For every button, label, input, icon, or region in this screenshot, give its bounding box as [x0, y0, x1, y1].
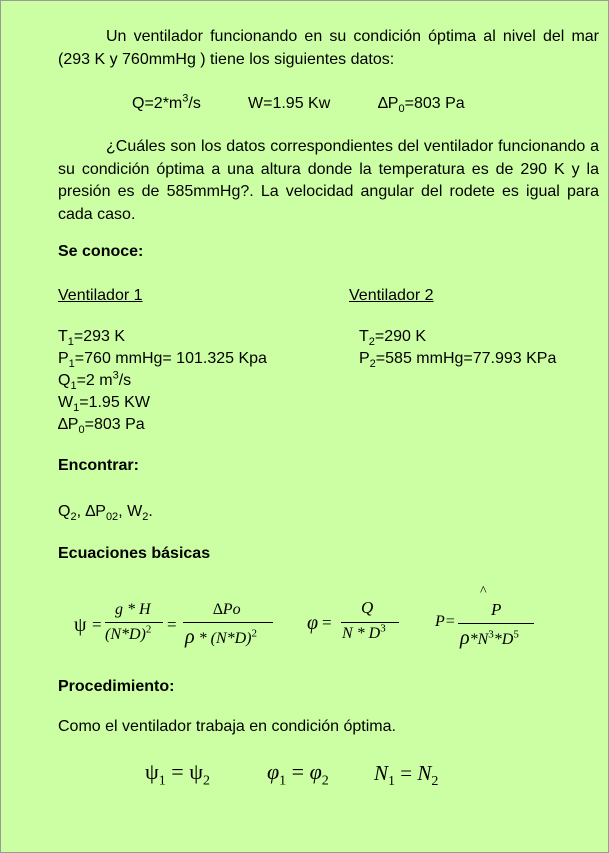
psi-equals: = — [92, 615, 102, 634]
given-flow: $Q=2*m^3/s$ — [132, 92, 201, 112]
phi-fraction-bar — [341, 622, 399, 623]
section-encontrar: Encontrar: — [58, 457, 139, 474]
psi-numerator-2: ∆Po — [213, 601, 241, 618]
v2-temperature: $T_2=290$ K — [359, 328, 427, 349]
section-se-conoce: Se conoce: — [58, 243, 144, 260]
ventilador-1-title: Ventilador 1 — [58, 287, 143, 304]
given-power: W=1.95 Kw — [248, 95, 331, 112]
psi-symbol: ψ — [74, 614, 87, 636]
v1-delta-pressure: $\Delta P_0=803$ Pa — [58, 416, 145, 437]
p-lhs: P= — [435, 613, 456, 630]
section-ecuaciones: Ecuaciones básicas — [58, 545, 211, 562]
v1-power: $W_1=1.95$ KW — [58, 394, 150, 415]
v1-temperature: $T_1=293$ K — [58, 328, 126, 349]
v1-flow: $Q_1=2$ $m^3/s$ — [58, 369, 132, 393]
phi-denominator: N * $D^3$ — [342, 622, 386, 642]
psi1-eq-psi2: $\psi_1 = \psi_2$ — [145, 759, 210, 789]
phi-symbol: φ — [307, 612, 319, 634]
p-hat: ^ — [480, 584, 487, 599]
intro-paragraph: Un ventilador funcionando en su condición óptima al nivel del mar (293 K y 760mmHg ) tiene los siguientes datos: — [58, 28, 599, 68]
psi-numerator-1: g * H — [115, 601, 151, 618]
ventilador-2-title: Ventilador 2 — [349, 287, 434, 304]
phi-numerator: Q — [361, 598, 374, 617]
p-numerator: P — [491, 600, 502, 619]
phi1-eq-phi2: $\varphi_1 = \varphi_2$ — [267, 759, 329, 789]
question-paragraph: ¿Cuáles son los datos correspondientes del ventilador funcionando a su condición óptima a una altura donde la temperatura es de 290 K y la presión es de 585mmHg?. La velocidad angular del rodete es igual para cada caso. — [58, 138, 599, 223]
p-fraction-bar — [458, 623, 534, 624]
psi-denominator-1: $(N*D)^2$ — [105, 623, 152, 643]
v2-pressure: $P_2=585$ mmHg=77.993 KPa — [359, 350, 557, 371]
n1-eq-n2: $N_1 = N_2$ — [374, 761, 439, 790]
phi-equals: = — [322, 613, 332, 632]
psi-denominator-2: ρ * $(N*D)^2$ — [185, 626, 257, 648]
p-denominator: $\rho*N^3*D^5$ — [460, 627, 519, 649]
v1-pressure: $P_1=760$ mmHg= 101.325 Kpa — [58, 350, 267, 371]
psi-fraction-bar-1 — [105, 622, 163, 623]
given-pressure: $\Delta P_0=803$ Pa — [378, 95, 465, 116]
psi-fraction-bar-2 — [183, 622, 273, 623]
psi-equals-2: = — [167, 615, 177, 634]
section-procedimiento: Procedimiento: — [58, 678, 175, 695]
find-list: $Q_2$, $\Delta P_{02}$, $W_2$. — [58, 503, 153, 524]
como-text: Como el ventilador trabaja en condición óptima. — [58, 718, 396, 735]
